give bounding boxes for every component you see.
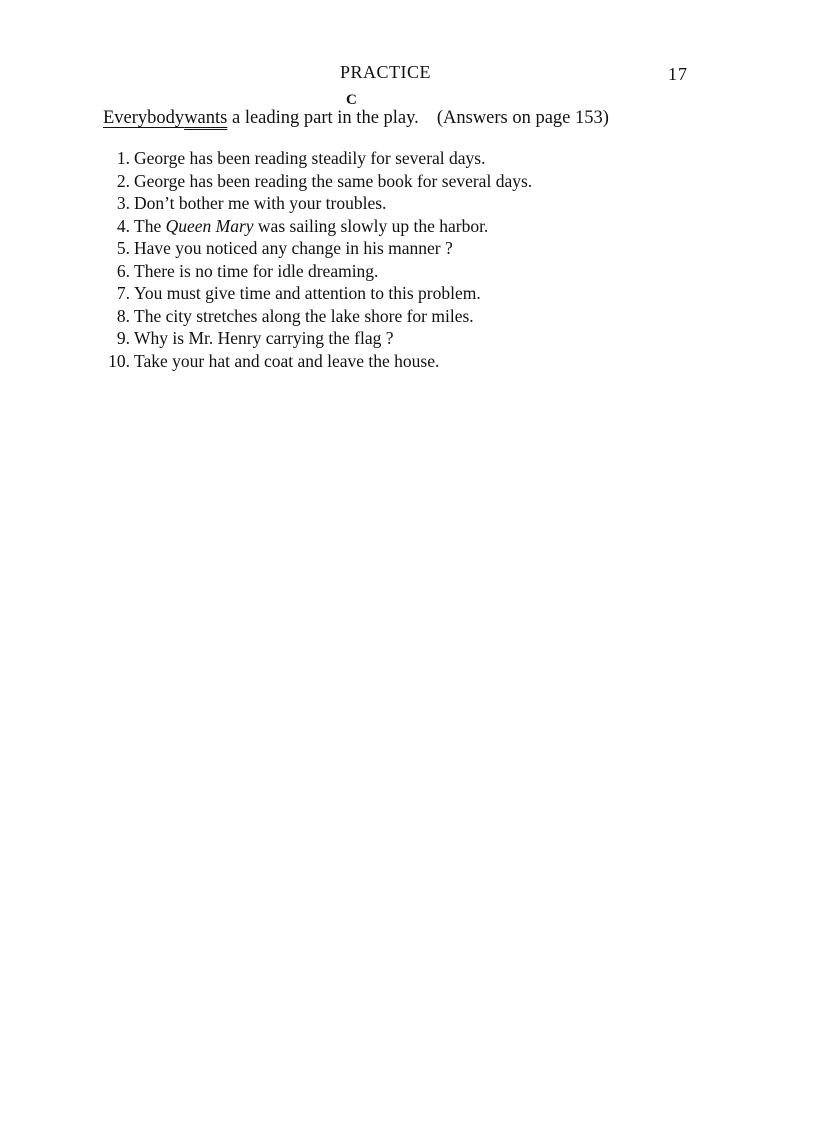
- exercise-item: [96, 350, 532, 373]
- exercise-number: 6.: [116, 260, 130, 281]
- answer-reference: (Answers on page 153): [436, 108, 609, 128]
- exercise-text: Why is Mr. Henry carrying the flag ?: [134, 328, 394, 348]
- ship-name: Queen Mary: [165, 215, 254, 236]
- exercise-item: [96, 215, 532, 238]
- exercise-item: [96, 147, 532, 170]
- exercise-text: There is no time for idle dreaming.: [134, 260, 379, 281]
- exercise-item: [96, 282, 532, 305]
- exercise-text-after: was sailing slowly up the harbor.: [253, 215, 489, 236]
- exercise-number: 1.: [116, 148, 130, 168]
- exercise-text: George has been reading steadily for several days.: [134, 148, 486, 168]
- exercise-number: 9.: [116, 328, 130, 348]
- exercise-item: [96, 237, 532, 260]
- exercise-text-before: The: [134, 215, 166, 236]
- example-subject: Everybody: [103, 108, 185, 128]
- section-letter: C: [346, 92, 357, 108]
- exercise-number: 10.: [108, 350, 130, 371]
- running-title: PRACTICE: [340, 62, 432, 82]
- exercise-text: The city stretches along the lake shore for miles.: [134, 305, 474, 326]
- page-number: 17: [668, 64, 688, 84]
- exercise-text: Have you noticed any change in his manner ?: [134, 238, 453, 258]
- exercise-number: 3.: [116, 193, 130, 213]
- example-verb: wants: [184, 108, 228, 128]
- exercise-item: [96, 192, 532, 215]
- exercise-item: [96, 305, 532, 328]
- exercise-item: [96, 260, 532, 283]
- exercise-text: Take your hat and coat and leave the house.: [134, 350, 440, 371]
- example-sentence: [103, 108, 609, 129]
- exercise-list: [96, 147, 532, 372]
- exercise-number: 5.: [116, 238, 130, 258]
- exercise-number: 7.: [116, 283, 130, 303]
- exercise-text: George has been reading the same book for several days.: [134, 170, 533, 191]
- exercise-number: 2.: [116, 170, 130, 191]
- exercise-item: [96, 327, 532, 350]
- exercise-text: You must give time and attention to this problem.: [134, 283, 481, 303]
- running-head: [0, 62, 816, 86]
- exercise-number: 4.: [116, 215, 130, 236]
- exercise-number: 8.: [116, 305, 130, 326]
- exercise-text: [134, 216, 488, 236]
- example-rest: a leading part in the play.: [227, 108, 419, 128]
- exercise-item: [96, 170, 532, 193]
- exercise-text: Don’t bother me with your troubles.: [134, 193, 387, 213]
